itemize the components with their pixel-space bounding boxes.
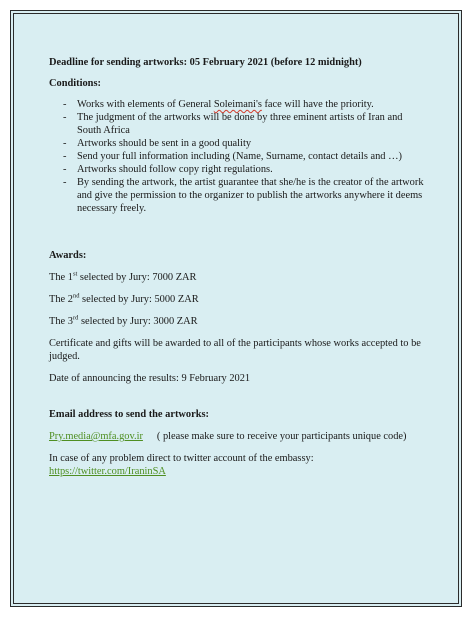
condition-text: The judgment of the artworks will be done by three eminent artists of Iran and South Africa bbox=[77, 112, 403, 136]
email-heading: Email address to send the artworks: bbox=[49, 409, 209, 420]
condition-text-after: face will have the priority. bbox=[261, 99, 374, 110]
award-suffix: selected by Jury: 7000 ZAR bbox=[77, 272, 197, 283]
award-suffix: selected by Jury: 3000 ZAR bbox=[78, 316, 198, 327]
condition-text: By sending the artwork, the artist guarantee that she/he is the creator of the artwork and give the permission to the organizer to publish the artworks anywhere it deems necessary freely. bbox=[77, 177, 424, 214]
document-content bbox=[49, 56, 429, 478]
bullet-dash: - bbox=[63, 138, 67, 149]
email-link[interactable]: Pry.media@mfa.gov.ir bbox=[49, 431, 143, 442]
email-line bbox=[49, 430, 429, 443]
award-ordinal: rd bbox=[72, 314, 79, 322]
twitter-link[interactable]: https://twitter.com/IraninSA bbox=[49, 466, 166, 477]
bullet-dash: - bbox=[63, 151, 67, 162]
condition-text-before: Works with elements of General bbox=[77, 99, 214, 110]
bullet-dash: - bbox=[63, 112, 67, 123]
award-prefix: The 3 bbox=[49, 316, 73, 327]
award-prefix: The 2 bbox=[49, 294, 73, 305]
deadline-line: Deadline for sending artworks: 05 February 2021 (before 12 midnight) bbox=[49, 57, 362, 68]
condition-item bbox=[49, 176, 429, 215]
conditions-list bbox=[49, 98, 429, 215]
award-line-third bbox=[49, 315, 429, 328]
page-frame bbox=[10, 10, 462, 607]
award-ordinal: nd bbox=[72, 292, 80, 300]
conditions-heading: Conditions: bbox=[49, 78, 101, 89]
award-suffix: selected by Jury: 5000 ZAR bbox=[79, 294, 199, 305]
condition-item bbox=[49, 111, 429, 137]
condition-item bbox=[49, 163, 429, 176]
condition-item bbox=[49, 137, 429, 150]
spellcheck-flagged-word: Soleimani's bbox=[213, 99, 262, 110]
bullet-dash: - bbox=[63, 99, 67, 110]
condition-text: Artworks should follow copy right regulations. bbox=[77, 164, 273, 175]
twitter-line bbox=[49, 465, 429, 478]
condition-text: Send your full information including (Name, Surname, contact details and …) bbox=[77, 151, 402, 162]
award-line-first bbox=[49, 271, 429, 284]
award-line-second bbox=[49, 293, 429, 306]
award-prefix: The 1 bbox=[49, 272, 73, 283]
awards-heading: Awards: bbox=[49, 250, 87, 261]
bullet-dash: - bbox=[63, 164, 67, 175]
condition-item bbox=[49, 150, 429, 163]
certificate-note: Certificate and gifts will be awarded to all of the participants whose works accepted to be judged. bbox=[49, 338, 421, 362]
bullet-dash: - bbox=[63, 177, 67, 188]
twitter-note: In case of any problem direct to twitter account of the embassy: bbox=[49, 453, 314, 464]
results-date: Date of announcing the results: 9 February 2021 bbox=[49, 373, 251, 384]
condition-item bbox=[49, 98, 429, 111]
award-ordinal: st bbox=[72, 270, 78, 278]
condition-text: Artworks should be sent in a good quality bbox=[77, 138, 252, 149]
email-note: ( please make sure to receive your participants unique code) bbox=[156, 431, 407, 442]
